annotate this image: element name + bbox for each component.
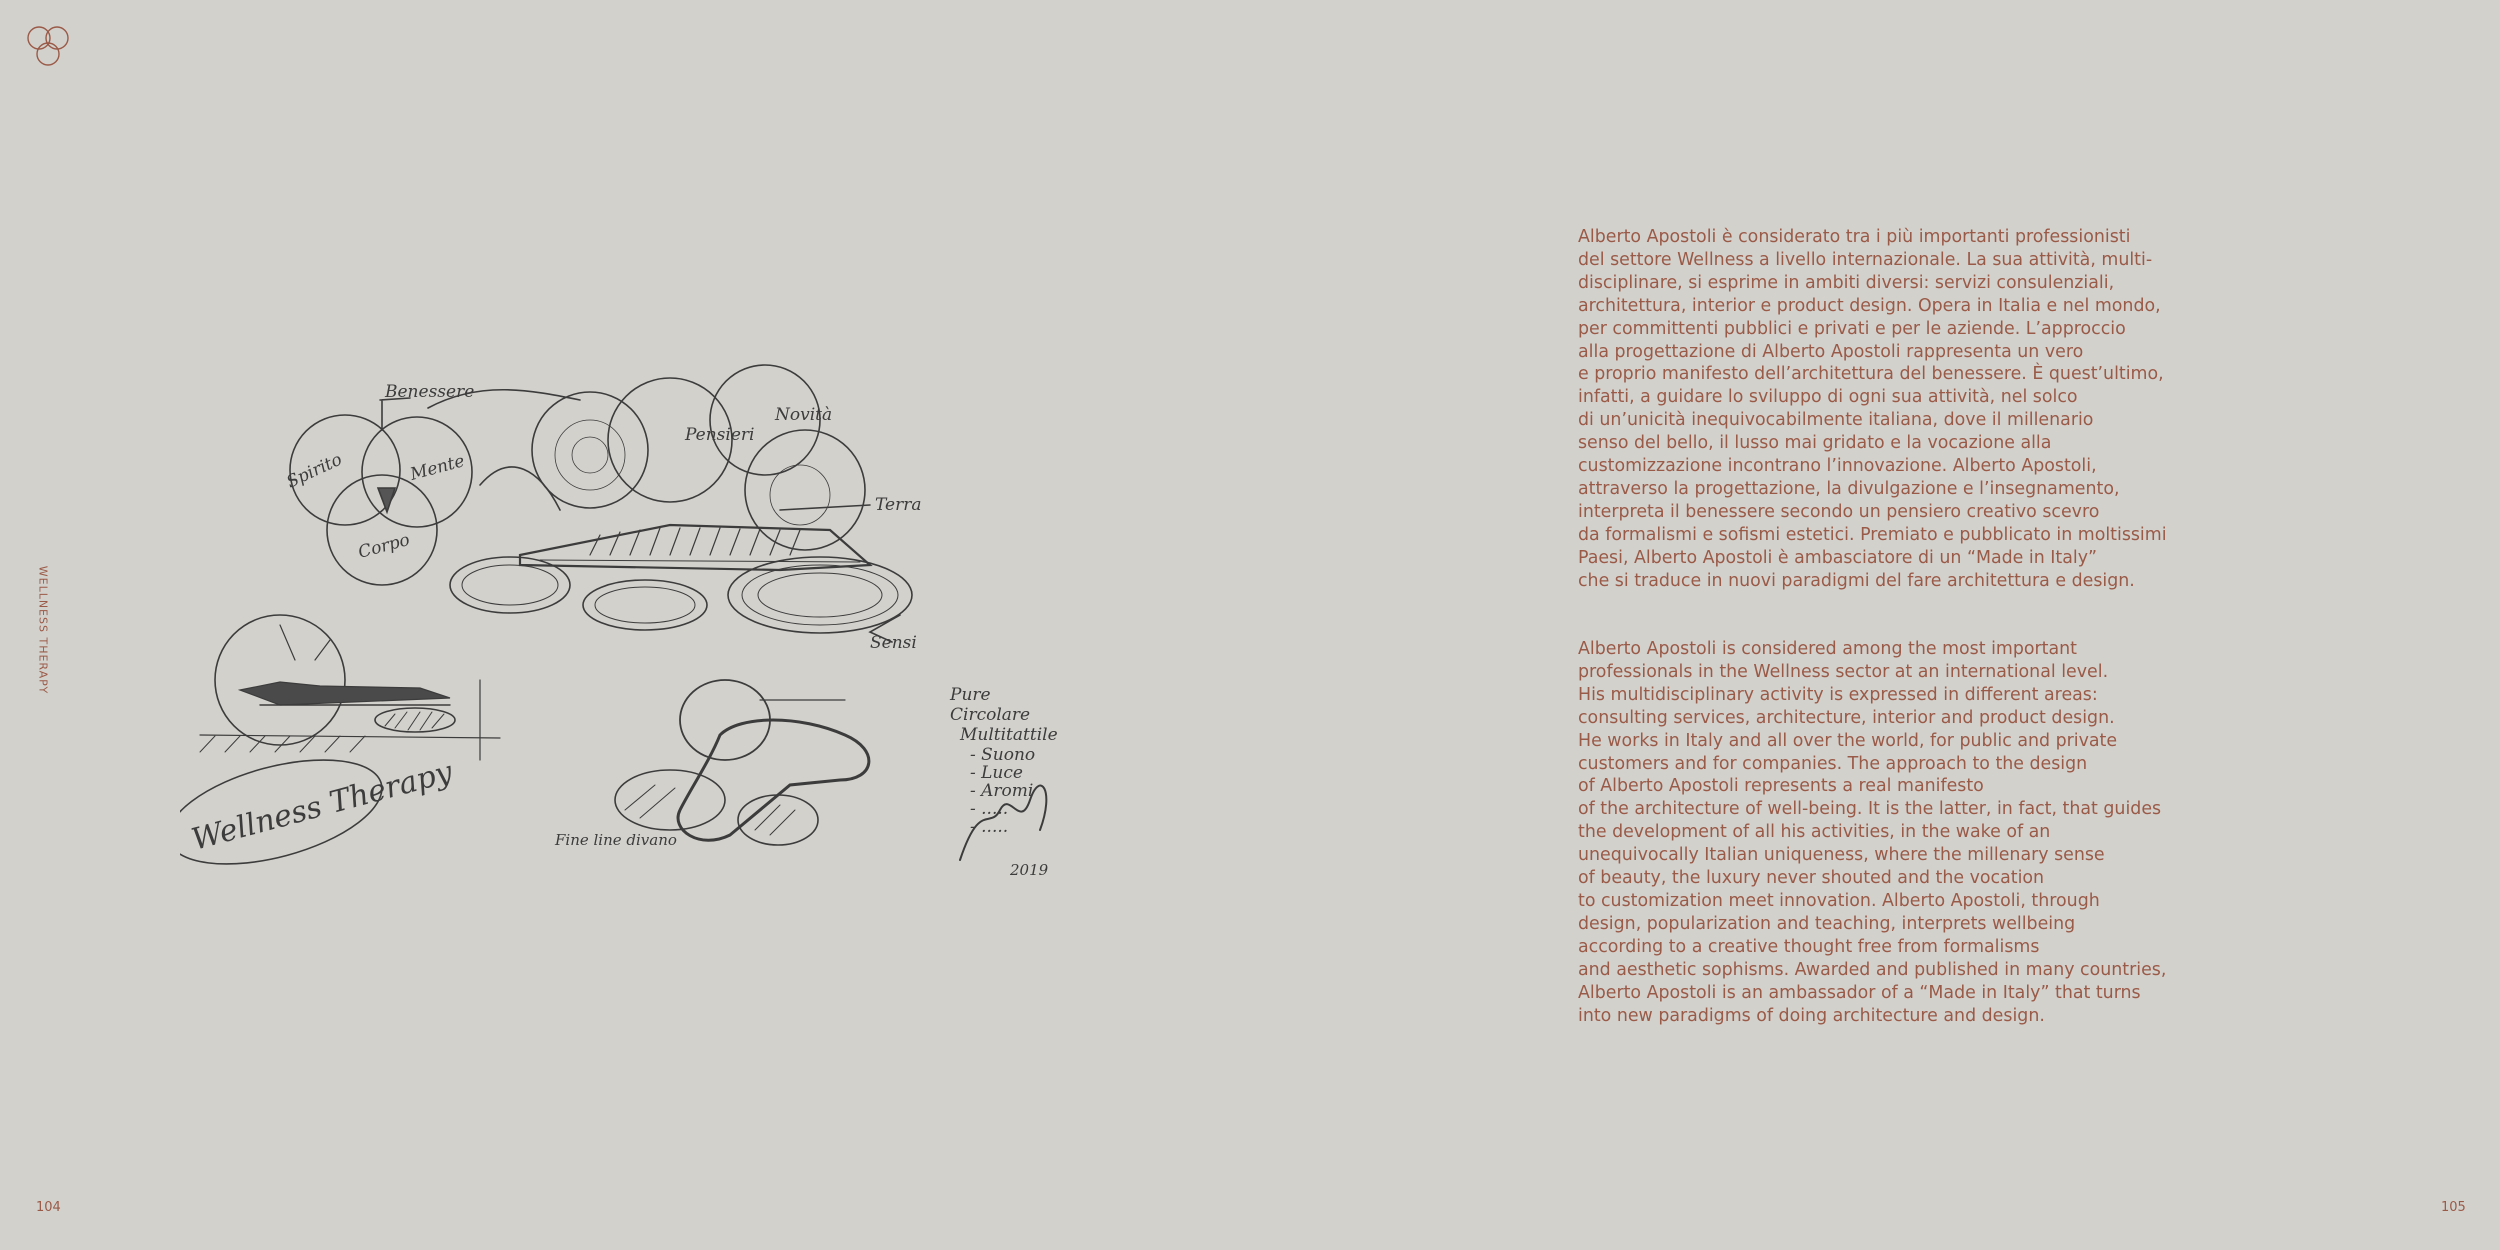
text-line: disciplinare, si esprime in ambiti diversi: servizi consulenziali, bbox=[1578, 272, 2115, 293]
text-line: customers and for companies. The approach to the design bbox=[1578, 753, 2088, 774]
annotation-luce: - Luce bbox=[970, 763, 1023, 783]
text-line: del settore Wellness a livello internazionale. La sua attività, multi- bbox=[1578, 249, 2153, 270]
text-line: design, popularization and teaching, interprets wellbeing bbox=[1578, 913, 2076, 934]
text-line: His multidisciplinary activity is expressed in different areas: bbox=[1578, 684, 2098, 705]
annotation-fine-line: Fine line divano bbox=[555, 831, 677, 849]
annotation-terra: Terra bbox=[875, 495, 922, 515]
page-number-left: 104 bbox=[36, 1200, 61, 1215]
annotation-mente: Mente bbox=[408, 451, 467, 485]
text-line: di un’unicità inequivocabilmente italiana, dove il millenario bbox=[1578, 410, 2094, 431]
text-line: to customization meet innovation. Alberto Apostoli, through bbox=[1578, 890, 2100, 911]
annotation-dots-1: - ..... bbox=[970, 799, 1009, 819]
annotation-novita: Novità bbox=[775, 405, 833, 425]
text-line: of the architecture of well-being. It is the latter, in fact, that guides bbox=[1578, 799, 2162, 820]
annotation-suono: - Suono bbox=[970, 745, 1036, 765]
text-line: alla progettazione di Alberto Apostoli rappresenta un vero bbox=[1578, 341, 2084, 362]
text-line: the development of all his activities, in the wake of an bbox=[1578, 822, 2051, 843]
reclining-circle bbox=[215, 615, 345, 745]
text-line: and aesthetic sophisms. Awarded and published in many countries, bbox=[1578, 959, 2167, 980]
italian-text-block bbox=[1578, 226, 2167, 593]
annotation-corpo: Corpo bbox=[356, 529, 413, 563]
text-line: professionals in the Wellness sector at an international level. bbox=[1578, 661, 2109, 682]
circle-a bbox=[532, 392, 648, 508]
three-circles-logo-icon bbox=[22, 24, 76, 70]
text-line: da formalismi e sofismi estetici. Premiato e pubblicato in moltissimi bbox=[1578, 524, 2167, 545]
text-line: infatti, a guidare lo sviluppo di ogni sua attività, nel solco bbox=[1578, 387, 2078, 408]
page-number-right: 105 bbox=[2441, 1200, 2466, 1215]
annotation-dots-2: - ..... bbox=[970, 817, 1009, 837]
annotation-pure: Pure bbox=[950, 685, 991, 705]
text-line: attraverso la progettazione, la divulgazione e l’insegnamento, bbox=[1578, 478, 2120, 499]
annotation-spirito: Spirito bbox=[283, 449, 346, 493]
annotation-sensi: Sensi bbox=[870, 633, 917, 653]
annotation-aromi: - Aromi bbox=[970, 781, 1034, 801]
text-line: Alberto Apostoli è considerato tra i più importanti professionisti bbox=[1578, 227, 2131, 247]
text-line: architettura, interior e product design. Opera in Italia e nel mondo, bbox=[1578, 295, 2161, 316]
text-line: of Alberto Apostoli represents a real manifesto bbox=[1578, 776, 1984, 797]
circle-d bbox=[745, 430, 865, 550]
text-line: He works in Italy and all over the world, for public and private bbox=[1578, 730, 2118, 751]
annotation-wellness-therapy: Wellness Therapy bbox=[188, 754, 457, 858]
text-line: Alberto Apostoli is considered among the most important bbox=[1578, 639, 2077, 659]
text-line: senso del bello, il lusso mai gridato e la vocazione alla bbox=[1578, 433, 2052, 454]
text-line: consulting services, architecture, interior and product design. bbox=[1578, 707, 2115, 728]
text-line: Paesi, Alberto Apostoli è ambasciatore di un “Made in Italy” bbox=[1578, 547, 2098, 568]
text-line: per committenti pubblici e privati e per le aziende. L’approccio bbox=[1578, 318, 2126, 339]
annotation-pensieri: Pensieri bbox=[685, 425, 755, 445]
text-line: according to a creative thought free from formalisms bbox=[1578, 936, 2040, 957]
annotation-benessere: Benessere bbox=[385, 382, 475, 402]
annotation-circolare: Circolare bbox=[950, 705, 1031, 725]
text-line: e proprio manifesto dell’architettura del benessere. È quest’ultimo, bbox=[1578, 364, 2164, 385]
section-side-label: WELLNESS THERAPY bbox=[36, 565, 50, 695]
english-text-block bbox=[1578, 638, 2167, 1027]
text-line: of beauty, the luxury never shouted and the vocation bbox=[1578, 868, 2045, 889]
text-line: Alberto Apostoli is an ambassador of a “Made in Italy” that turns bbox=[1578, 982, 2141, 1003]
annotation-year: 2019 bbox=[1010, 861, 1049, 879]
text-line: customizzazione incontrano l’innovazione. Alberto Apostoli, bbox=[1578, 456, 2097, 477]
text-line: unequivocally Italian uniqueness, where the millenary sense bbox=[1578, 845, 2105, 866]
text-line: che si traduce in nuovi paradigmi del fare architettura e design. bbox=[1578, 570, 2135, 591]
text-line: interpreta il benessere secondo un pensiero creativo scevro bbox=[1578, 501, 2100, 522]
annotation-multitattile: Multitattile bbox=[960, 725, 1058, 745]
text-line: into new paradigms of doing architecture and design. bbox=[1578, 1005, 2045, 1026]
wellness-therapy-sketch-illustration bbox=[180, 360, 1080, 900]
